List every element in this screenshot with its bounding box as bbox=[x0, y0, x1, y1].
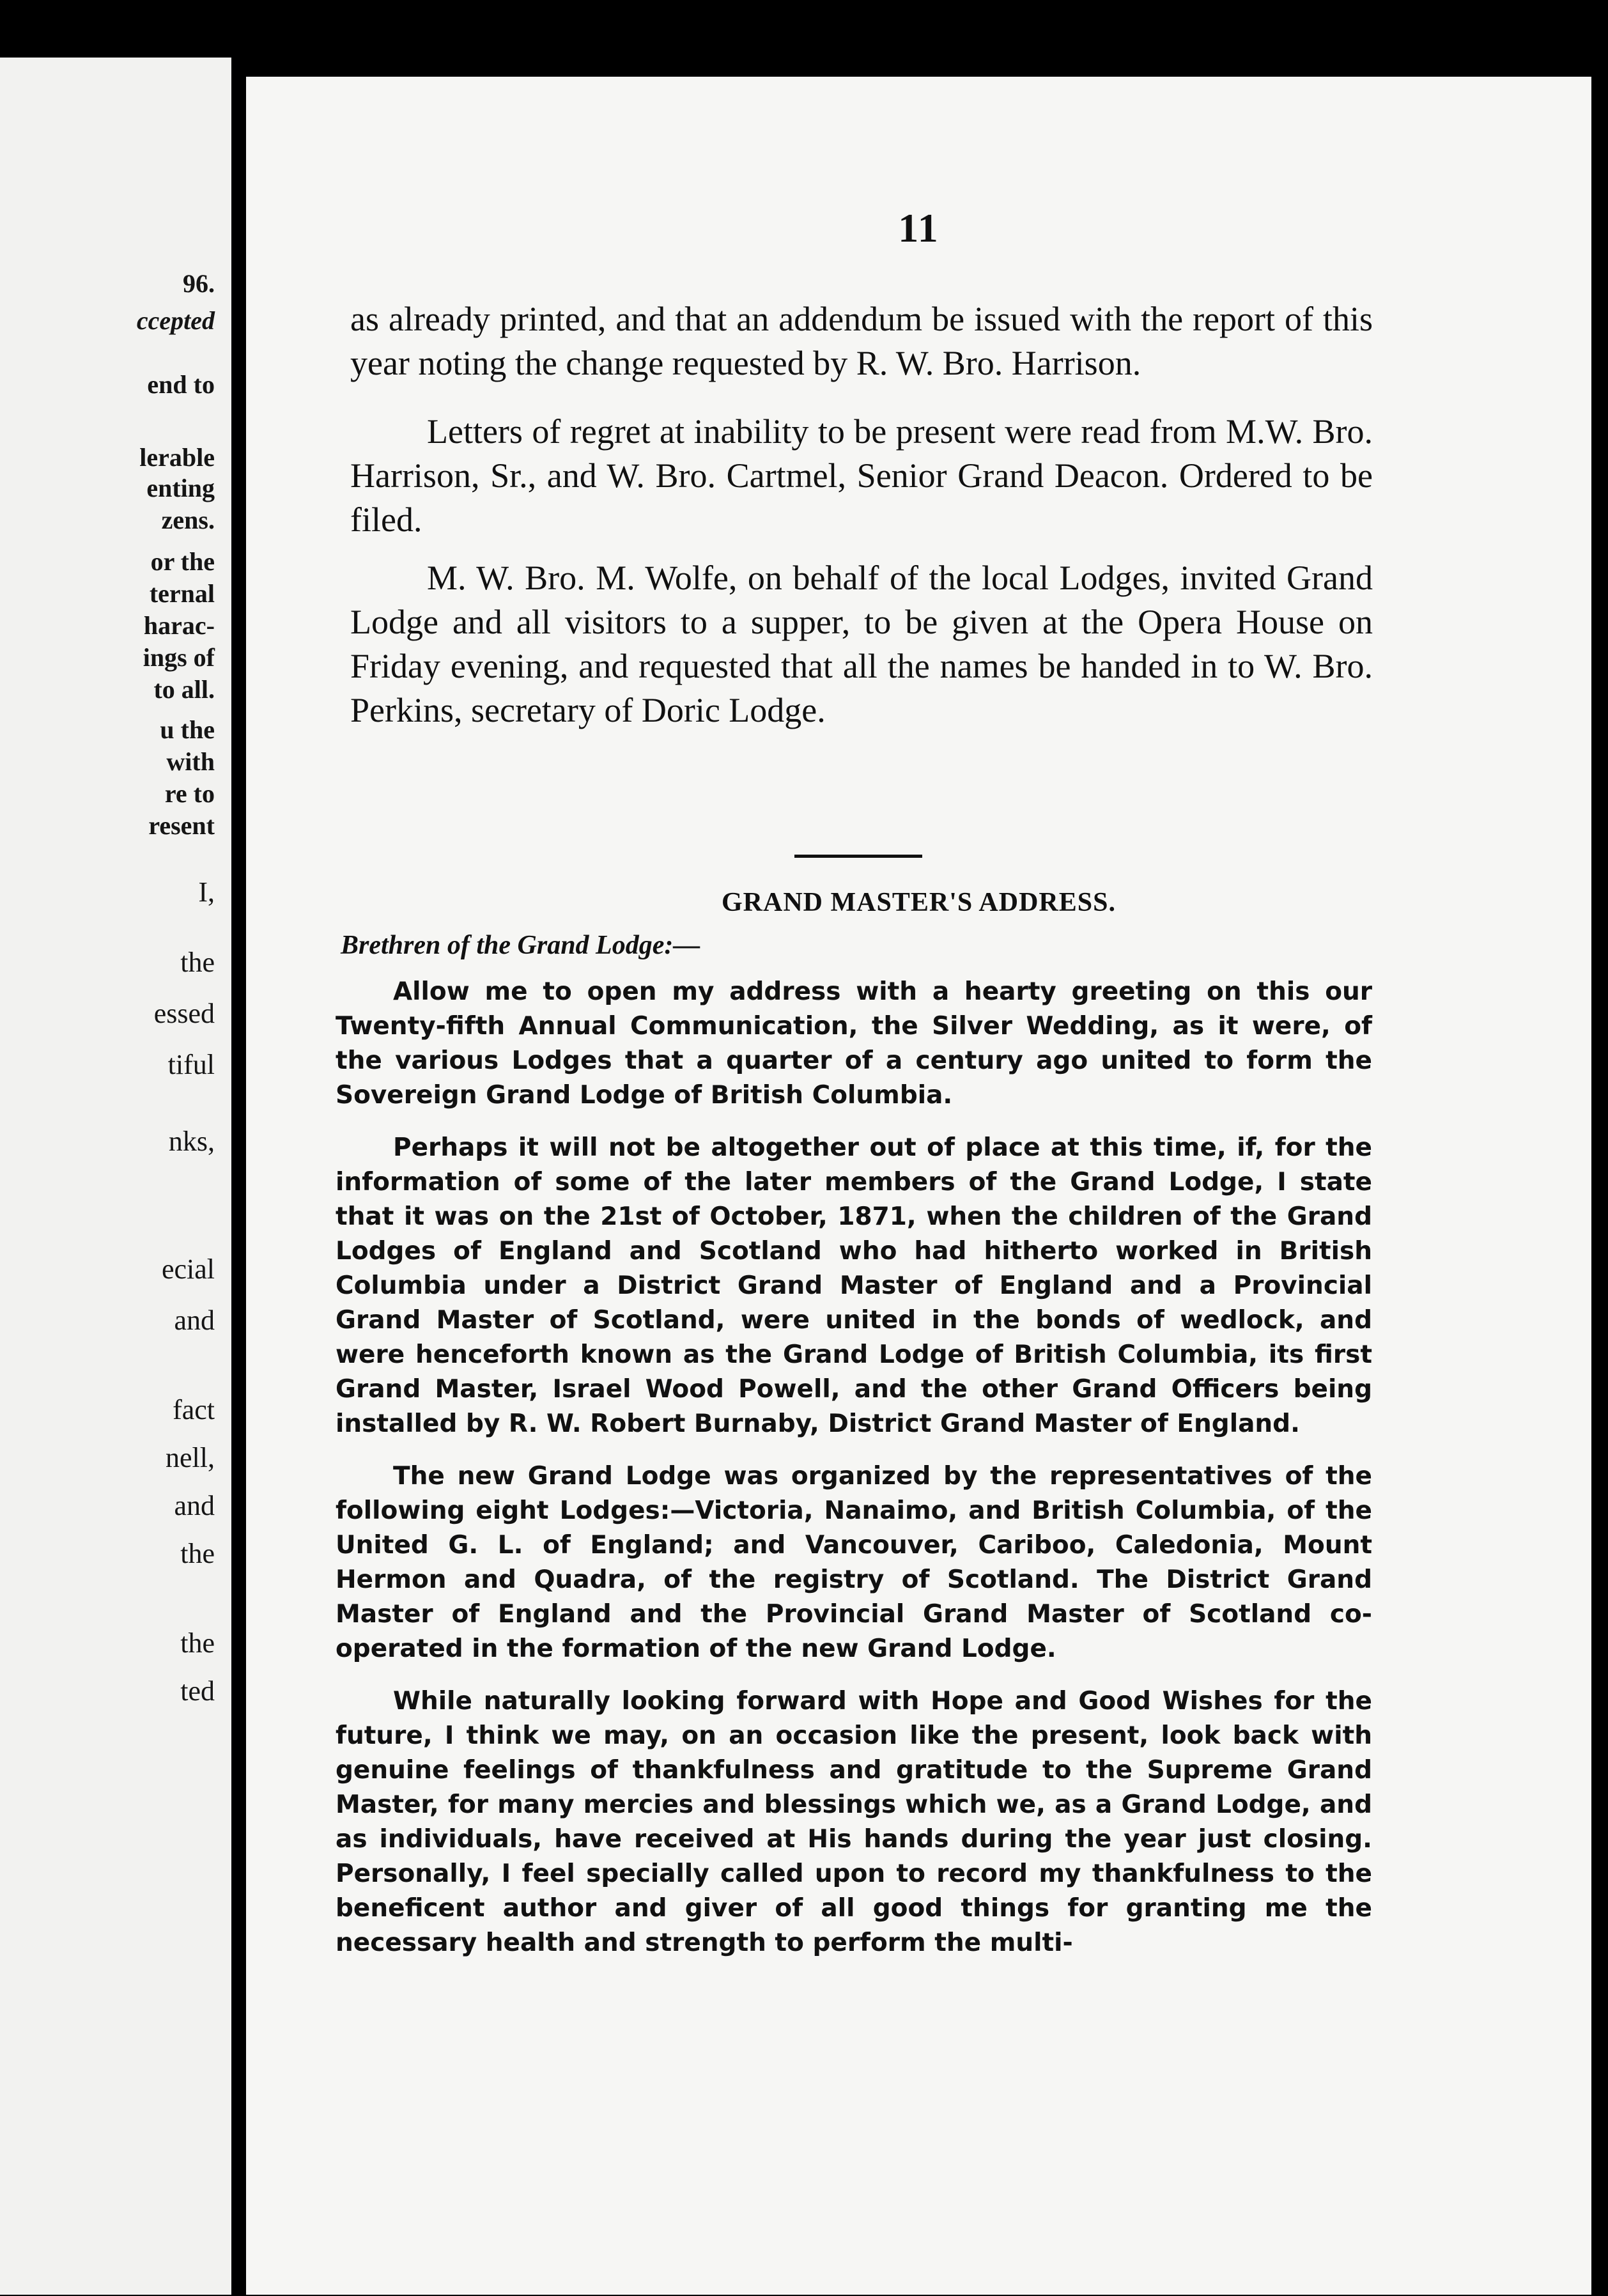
previous-page-line: and bbox=[174, 1490, 215, 1521]
previous-page-strip bbox=[0, 58, 231, 2295]
previous-page-line: ted bbox=[180, 1675, 215, 1707]
previous-page-line: 96. bbox=[183, 269, 215, 298]
upper-text-block bbox=[350, 297, 1373, 733]
paragraph-letters-of-regret: Letters of regret at inability to be present were read from M.W. Bro. Harrison, Sr., and W. Bro. Cartmel, Senior Grand Deacon. Ordered to be filed. bbox=[350, 412, 1373, 539]
paragraph-history: Perhaps it will not be altogether out of place at this time, if, for the information of some of the later members of the Grand Lodge, I state that it was on the 21st of October, 1871, when the children of the Grand Lodges of England and Scotland who had hitherto worked in British Columbia under a District Grand Master of England and a Provincial Grand Master of Scotland, were united in the bonds of wedlock, and were henceforth known as the Grand Lodge of British Columbia, its first Grand Master, Israel Wood Powell, and the other Grand Officers being installed by R. W. Robert Burnaby, District Grand Master of England. bbox=[336, 1133, 1372, 1438]
previous-page-line: nks, bbox=[168, 1126, 215, 1157]
previous-page-line: the bbox=[180, 1538, 215, 1569]
paragraph-addendum: as already printed, and that an addendum be issued with the report of this year noting the change requested by R. W. Bro. Harrison. bbox=[350, 300, 1373, 382]
previous-page-line: lerable bbox=[139, 443, 215, 472]
section-title: GRAND MASTER'S ADDRESS. bbox=[722, 888, 1116, 917]
document-page bbox=[246, 77, 1591, 2295]
previous-page-line: ccepted bbox=[136, 306, 215, 335]
previous-page-line: fact bbox=[173, 1394, 215, 1425]
previous-page-line: zens. bbox=[161, 506, 215, 534]
previous-page-line: to all. bbox=[153, 675, 215, 704]
previous-page-line: with bbox=[166, 747, 215, 776]
paragraph-greeting: Allow me to open my address with a hearty greeting on this our Twenty-fifth Annual Communication, the Silver Wedding, as it were, of the various Lodges that a quarter of a century ago united to form the Sovereign Grand Lodge of British Columbia. bbox=[336, 977, 1372, 1110]
previous-page-line: the bbox=[180, 947, 215, 978]
previous-page-line: nell, bbox=[166, 1442, 215, 1473]
previous-page-line: ecial bbox=[161, 1253, 215, 1285]
previous-page-line: u the bbox=[160, 715, 215, 744]
page-number: 11 bbox=[898, 205, 939, 251]
salutation: Brethren of the Grand Lodge:— bbox=[341, 931, 700, 960]
section-divider bbox=[794, 855, 922, 858]
previous-page-line: the bbox=[180, 1627, 215, 1659]
previous-page-line: or the bbox=[150, 547, 215, 576]
previous-page-line: re to bbox=[164, 779, 215, 808]
address-text-block bbox=[336, 975, 1372, 1978]
paragraph-thankfulness: While naturally looking forward with Hope and Good Wishes for the future, I think we may, on an occasion like the present, look back with genuine feelings of thankfulness and gratitude to the Supreme Grand Master, for many mercies and blessings which we, as a Grand Lodge, and as individuals, have received at His hands during the year just closing. Personally, I feel specially called upon to record my thankfulness to the beneficent author and giver of all good things for granting me the necessary health and strength to perform the multi- bbox=[336, 1687, 1372, 1957]
paragraph-supper-invitation: M. W. Bro. M. Wolfe, on behalf of the local Lodges, invited Grand Lodge and all visitors to a supper, to be given at the Opera House on Friday evening, and requested that all the names be handed in to W. Bro. Perkins, secretary of Doric Lodge. bbox=[350, 559, 1373, 729]
previous-page-line: and bbox=[174, 1305, 215, 1336]
previous-page-line: ings of bbox=[143, 643, 215, 672]
previous-page-line: tiful bbox=[167, 1049, 215, 1080]
previous-page-line: enting bbox=[146, 474, 215, 502]
previous-page-line: resent bbox=[148, 811, 215, 840]
paragraph-organization: The new Grand Lodge was organized by the representatives of the following eight Lodges:—Victoria, Nanaimo, and British Columbia, of the United G. L. of England; and Vancouver, Cariboo, Caledonia, Mount Hermon and Quadra, of the registry of Scotland. The District Grand Master of England and the Provincial Grand Master of Scotland co-operated in the formation of the new Grand Lodge. bbox=[336, 1462, 1372, 1663]
previous-page-line: ternal bbox=[149, 579, 215, 608]
previous-page-line: end to bbox=[147, 370, 215, 399]
previous-page-line: harac- bbox=[143, 611, 215, 640]
previous-page-line: I, bbox=[198, 876, 215, 908]
previous-page-line: essed bbox=[153, 998, 215, 1029]
